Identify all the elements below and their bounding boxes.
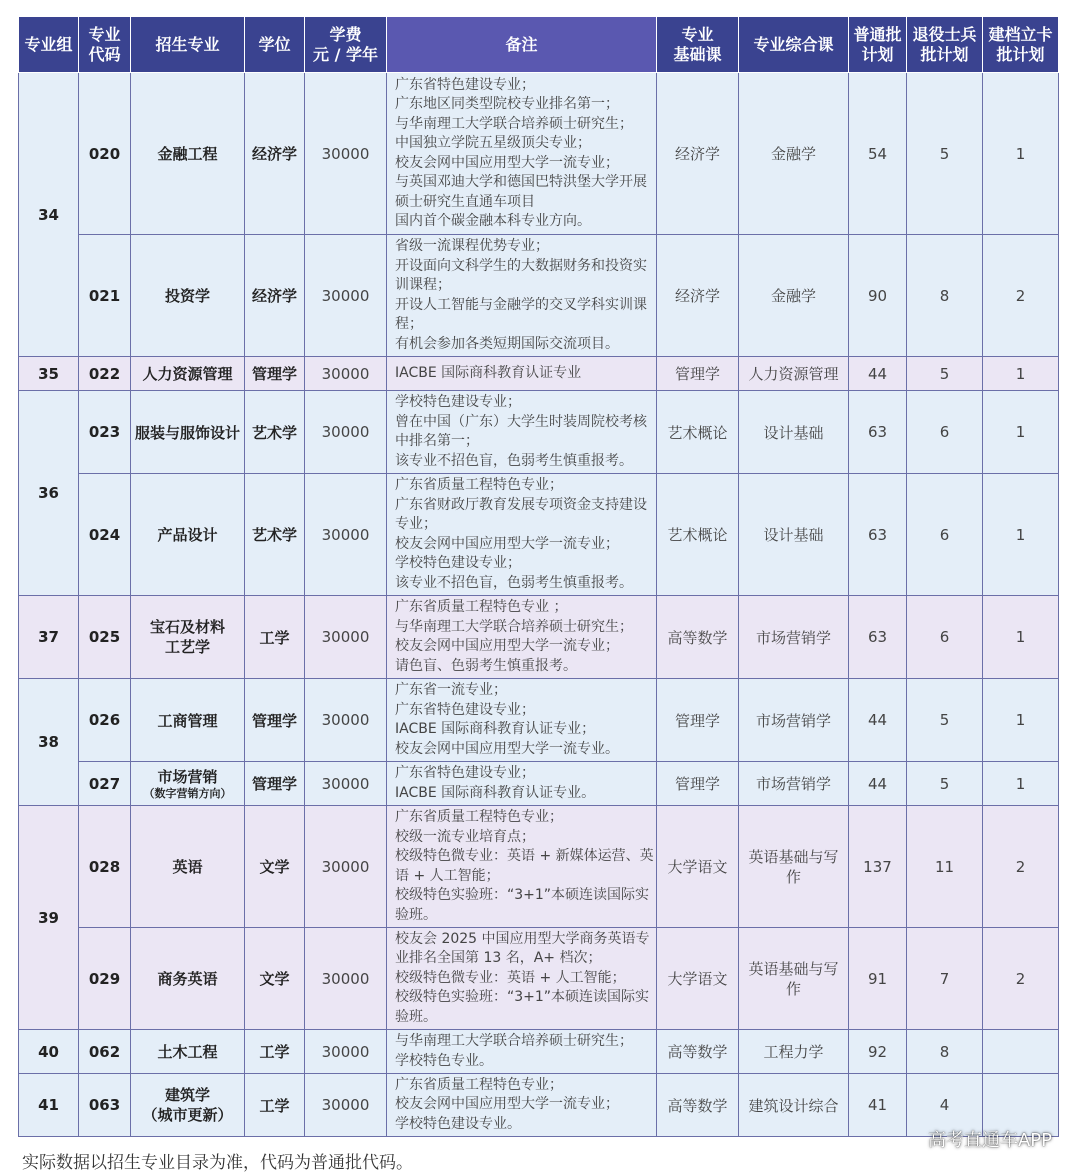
- comprehensive-course-cell: 建筑设计综合: [739, 1074, 849, 1137]
- basic-course-cell: 管理学: [657, 679, 739, 762]
- col-header-major: 招生专业: [131, 17, 245, 73]
- normal-plan-cell: 91: [849, 928, 907, 1030]
- code-cell: 029: [79, 928, 131, 1030]
- code-cell: 026: [79, 679, 131, 762]
- major-cell: 建筑学 （城市更新）: [131, 1074, 245, 1137]
- footer-note: 实际数据以招生专业目录为准，代码为普通批代码。: [22, 1153, 413, 1173]
- major-cell: 投资学: [131, 235, 245, 357]
- normal-plan-cell: 41: [849, 1074, 907, 1137]
- veteran-plan-cell: 5: [907, 679, 983, 762]
- table-row: [19, 1074, 1059, 1137]
- major-cell: 土木工程: [131, 1030, 245, 1074]
- veteran-plan-cell: 6: [907, 596, 983, 679]
- poverty-plan-cell: 1: [983, 762, 1059, 806]
- major-direction: （数字营销方向）: [143, 786, 232, 800]
- note-cell: 广东省质量工程特色专业 ； 与华南理工大学联合培养硕士研究生； 校友会网中国应用型大学一流专业； 请色盲、色弱考生慎重报考。: [387, 596, 657, 679]
- basic-course-cell: 经济学: [657, 235, 739, 357]
- fee-cell: 30000: [305, 1030, 387, 1074]
- comprehensive-course-cell: 工程力学: [739, 1030, 849, 1074]
- fee-cell: 30000: [305, 73, 387, 235]
- veteran-plan-cell: 8: [907, 1030, 983, 1074]
- comprehensive-course-cell: 市场营销学: [739, 679, 849, 762]
- table-row: [19, 928, 1059, 1030]
- header-row: [19, 17, 1059, 73]
- poverty-plan-cell: 2: [983, 928, 1059, 1030]
- basic-course-cell: 高等数学: [657, 1074, 739, 1137]
- code-cell: 028: [79, 806, 131, 928]
- major-cell: 人力资源管理: [131, 357, 245, 391]
- note-cell: 与华南理工大学联合培养硕士研究生； 学校特色专业。: [387, 1030, 657, 1074]
- normal-plan-cell: 63: [849, 596, 907, 679]
- normal-plan-cell: 63: [849, 391, 907, 474]
- basic-course-cell: 大学语文: [657, 806, 739, 928]
- note-cell: 广东省质量工程特色专业； 校友会网中国应用型大学一流专业； 学校特色建设专业。: [387, 1074, 657, 1137]
- comprehensive-course-cell: 金融学: [739, 73, 849, 235]
- group-cell: 38: [19, 679, 79, 806]
- note-cell: IACBE 国际商科教育认证专业: [387, 357, 657, 391]
- poverty-plan-cell: 2: [983, 806, 1059, 928]
- note-cell: 广东省一流专业； 广东省特色建设专业； IACBE 国际商科教育认证专业； 校友会网中国应用型大学一流专业。: [387, 679, 657, 762]
- degree-cell: 管理学: [245, 357, 305, 391]
- veteran-plan-cell: 5: [907, 357, 983, 391]
- table-row: [19, 679, 1059, 762]
- major-cell: 金融工程: [131, 73, 245, 235]
- normal-plan-cell: 63: [849, 474, 907, 596]
- degree-cell: 工学: [245, 1074, 305, 1137]
- code-cell: 020: [79, 73, 131, 235]
- col-header-note: 备注: [387, 17, 657, 73]
- col-header-group: 专业组: [19, 17, 79, 73]
- fee-cell: 30000: [305, 391, 387, 474]
- poverty-plan-cell: 1: [983, 391, 1059, 474]
- note-cell: 广东省特色建设专业； 广东地区同类型院校专业排名第一； 与华南理工大学联合培养硕士研究生； 中国独立学院五星级顶尖专业； 校友会网中国应用型大学一流专业； 与英国邓迪大学和德国巴特洪堡大学开展硕士研究生直通车项目 国内首个碳金融本科专业方向。: [387, 73, 657, 235]
- poverty-plan-cell: 1: [983, 679, 1059, 762]
- note-cell: 省级一流课程优势专业； 开设面向文科学生的大数据财务和投资实训课程； 开设人工智能与金融学的交叉学科实训课程； 有机会参加各类短期国际交流项目。: [387, 235, 657, 357]
- group-cell: 41: [19, 1074, 79, 1137]
- major-cell: 工商管理: [131, 679, 245, 762]
- basic-course-cell: 艺术概论: [657, 391, 739, 474]
- degree-cell: 工学: [245, 596, 305, 679]
- basic-course-cell: 大学语文: [657, 928, 739, 1030]
- normal-plan-cell: 44: [849, 679, 907, 762]
- table-row: [19, 357, 1059, 391]
- fee-cell: 30000: [305, 762, 387, 806]
- degree-cell: 文学: [245, 806, 305, 928]
- table-row: [19, 73, 1059, 235]
- normal-plan-cell: 90: [849, 235, 907, 357]
- code-cell: 062: [79, 1030, 131, 1074]
- fee-cell: 30000: [305, 357, 387, 391]
- fee-cell: 30000: [305, 806, 387, 928]
- major-cell: 英语: [131, 806, 245, 928]
- fee-cell: 30000: [305, 928, 387, 1030]
- normal-plan-cell: 137: [849, 806, 907, 928]
- group-cell: 36: [19, 391, 79, 596]
- normal-plan-cell: 44: [849, 357, 907, 391]
- fee-cell: 30000: [305, 596, 387, 679]
- degree-cell: 工学: [245, 1030, 305, 1074]
- fee-cell: 30000: [305, 235, 387, 357]
- table-row: [19, 596, 1059, 679]
- veteran-plan-cell: 5: [907, 762, 983, 806]
- comprehensive-course-cell: 设计基础: [739, 391, 849, 474]
- normal-plan-cell: 44: [849, 762, 907, 806]
- code-cell: 021: [79, 235, 131, 357]
- col-header-fee: 学费 元 / 学年: [305, 17, 387, 73]
- col-header-code: 专业 代码: [79, 17, 131, 73]
- veteran-plan-cell: 4: [907, 1074, 983, 1137]
- poverty-plan-cell: 1: [983, 596, 1059, 679]
- degree-cell: 经济学: [245, 235, 305, 357]
- basic-course-cell: 经济学: [657, 73, 739, 235]
- basic-course-cell: 高等数学: [657, 1030, 739, 1074]
- major-cell: 服装与服饰设计: [131, 391, 245, 474]
- degree-cell: 文学: [245, 928, 305, 1030]
- note-cell: 校友会 2025 中国应用型大学商务英语专业排名全国第 13 名，A+ 档次； 校级特色微专业：英语 + 人工智能； 校级特色实验班：“3+1”本硕连读国际实验班。: [387, 928, 657, 1030]
- code-cell: 025: [79, 596, 131, 679]
- comprehensive-course-cell: 人力资源管理: [739, 357, 849, 391]
- comprehensive-course-cell: 英语基础与写 作: [739, 806, 849, 928]
- poverty-plan-cell: 1: [983, 73, 1059, 235]
- normal-plan-cell: 92: [849, 1030, 907, 1074]
- col-header-poverty-plan: 建档立卡 批计划: [983, 17, 1059, 73]
- table-row: [19, 806, 1059, 928]
- poverty-plan-cell: 1: [983, 357, 1059, 391]
- group-cell: 40: [19, 1030, 79, 1074]
- group-cell: 35: [19, 357, 79, 391]
- comprehensive-course-cell: 英语基础与写 作: [739, 928, 849, 1030]
- code-cell: 023: [79, 391, 131, 474]
- degree-cell: 艺术学: [245, 391, 305, 474]
- veteran-plan-cell: 5: [907, 73, 983, 235]
- group-cell: 37: [19, 596, 79, 679]
- col-header-normal-plan: 普通批 计划: [849, 17, 907, 73]
- note-cell: 广东省特色建设专业； IACBE 国际商科教育认证专业。: [387, 762, 657, 806]
- veteran-plan-cell: 8: [907, 235, 983, 357]
- col-header-comprehensive-course: 专业综合课: [739, 17, 849, 73]
- degree-cell: 管理学: [245, 679, 305, 762]
- fee-cell: 30000: [305, 474, 387, 596]
- col-header-veteran-plan: 退役士兵 批计划: [907, 17, 983, 73]
- table-row: [19, 762, 1059, 806]
- code-cell: 022: [79, 357, 131, 391]
- veteran-plan-cell: 11: [907, 806, 983, 928]
- code-cell: 024: [79, 474, 131, 596]
- major-cell: 商务英语: [131, 928, 245, 1030]
- veteran-plan-cell: 6: [907, 391, 983, 474]
- basic-course-cell: 管理学: [657, 357, 739, 391]
- major-cell: 产品设计: [131, 474, 245, 596]
- veteran-plan-cell: 7: [907, 928, 983, 1030]
- col-header-basic-course: 专业 基础课: [657, 17, 739, 73]
- degree-cell: 艺术学: [245, 474, 305, 596]
- table-row: [19, 474, 1059, 596]
- comprehensive-course-cell: 市场营销学: [739, 762, 849, 806]
- veteran-plan-cell: 6: [907, 474, 983, 596]
- group-cell: 39: [19, 806, 79, 1030]
- fee-cell: 30000: [305, 1074, 387, 1137]
- admission-table: [18, 16, 1059, 1137]
- poverty-plan-cell: [983, 1030, 1059, 1074]
- basic-course-cell: 管理学: [657, 762, 739, 806]
- major-cell: 宝石及材料 工艺学: [131, 596, 245, 679]
- degree-cell: 管理学: [245, 762, 305, 806]
- table-row: [19, 391, 1059, 474]
- normal-plan-cell: 54: [849, 73, 907, 235]
- comprehensive-course-cell: 设计基础: [739, 474, 849, 596]
- basic-course-cell: 高等数学: [657, 596, 739, 679]
- table-row: [19, 1030, 1059, 1074]
- basic-course-cell: 艺术概论: [657, 474, 739, 596]
- group-cell: 34: [19, 73, 79, 357]
- comprehensive-course-cell: 金融学: [739, 235, 849, 357]
- degree-cell: 经济学: [245, 73, 305, 235]
- poverty-plan-cell: 1: [983, 474, 1059, 596]
- poverty-plan-cell: 2: [983, 235, 1059, 357]
- col-header-degree: 学位: [245, 17, 305, 73]
- fee-cell: 30000: [305, 679, 387, 762]
- note-cell: 广东省质量工程特色专业； 校级一流专业培育点； 校级特色微专业：英语 + 新媒体运营、英语 + 人工智能； 校级特色实验班：“3+1”本硕连读国际实验班。: [387, 806, 657, 928]
- note-cell: 广东省质量工程特色专业； 广东省财政厅教育发展专项资金支持建设专业； 校友会网中国应用型大学一流专业； 学校特色建设专业； 该专业不招色盲，色弱考生慎重报考。: [387, 474, 657, 596]
- watermark-text: 高考直通车APP: [927, 1130, 1052, 1151]
- comprehensive-course-cell: 市场营销学: [739, 596, 849, 679]
- table-row: [19, 235, 1059, 357]
- major-name: 市场营销: [157, 767, 218, 786]
- note-cell: 学校特色建设专业； 曾在中国（广东）大学生时装周院校考核中排名第一； 该专业不招色盲，色弱考生慎重报考。: [387, 391, 657, 474]
- code-cell: 063: [79, 1074, 131, 1137]
- major-cell: [131, 762, 245, 806]
- code-cell: 027: [79, 762, 131, 806]
